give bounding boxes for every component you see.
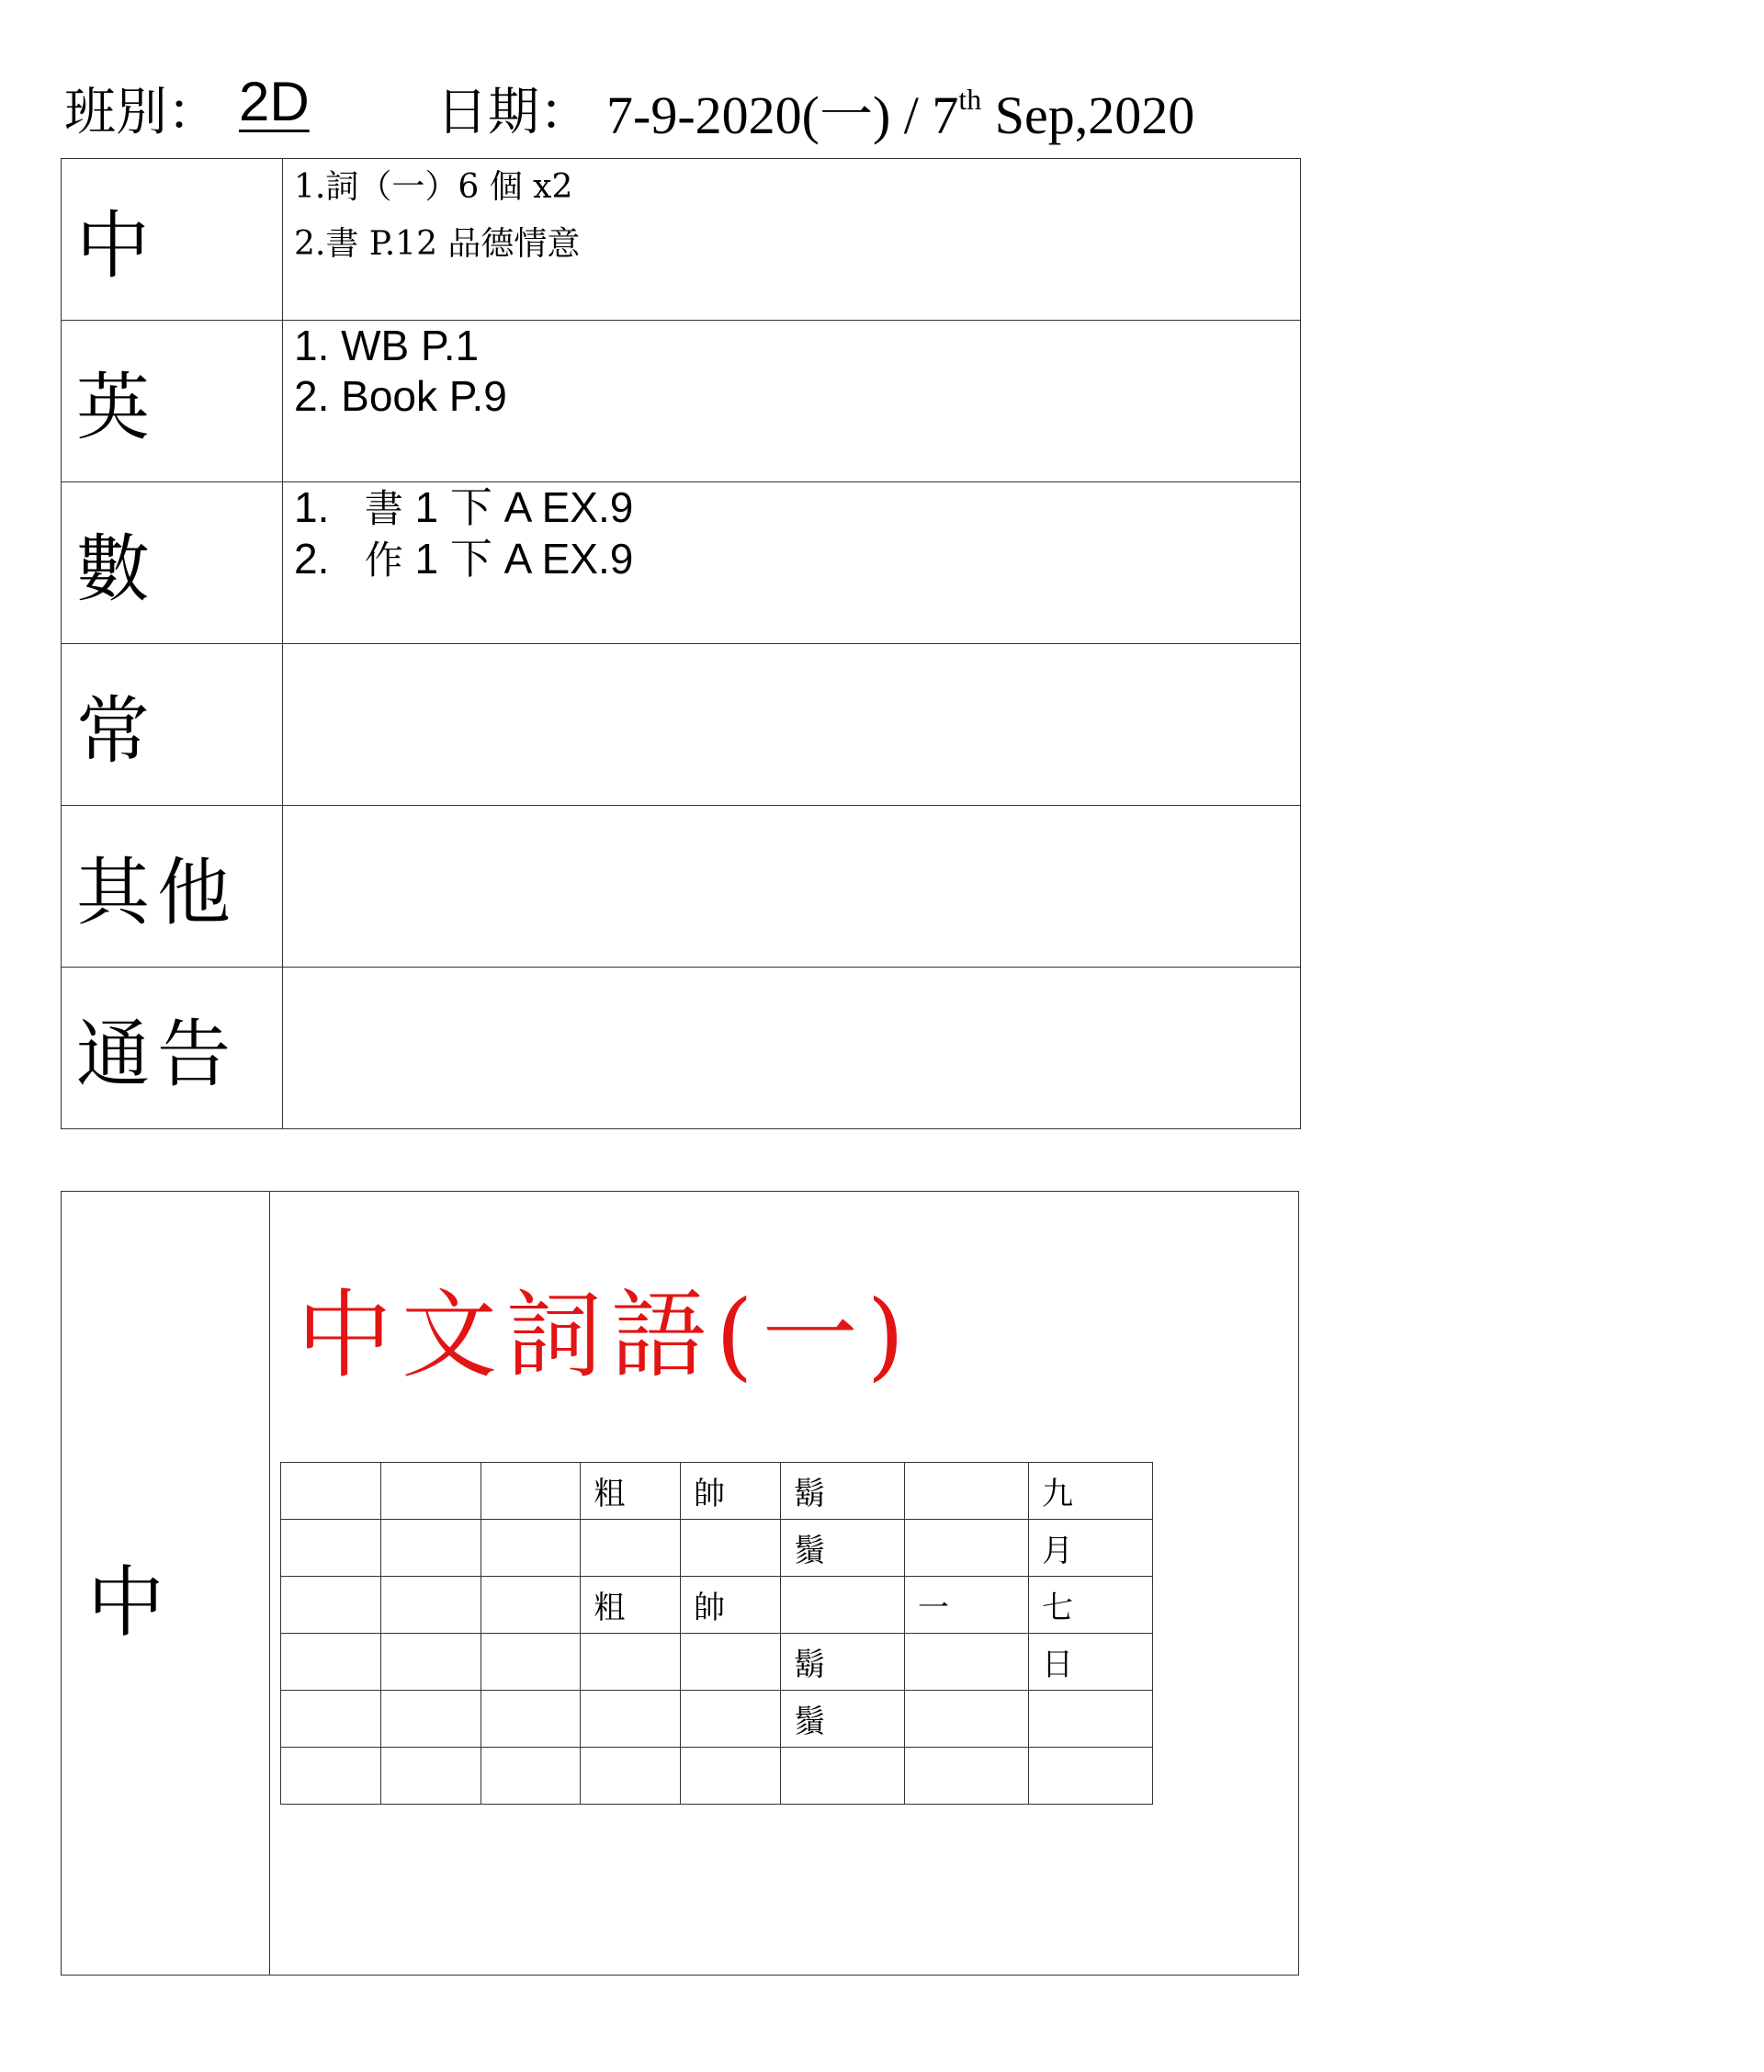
grid-cell xyxy=(380,1520,481,1577)
grid-cell xyxy=(581,1634,681,1691)
homework-row-general xyxy=(62,644,1301,806)
grid-cell xyxy=(1028,1748,1152,1805)
task-item xyxy=(283,482,1300,534)
grid-cell xyxy=(581,1520,681,1577)
grid-cell xyxy=(1028,1691,1152,1748)
date-suffix: th xyxy=(958,83,982,116)
subject-cell: 數 xyxy=(62,482,283,644)
grid-row xyxy=(281,1748,1153,1805)
grid-cell xyxy=(780,1577,904,1634)
grid-cell xyxy=(281,1634,381,1691)
task-cell xyxy=(283,159,1301,321)
grid-cell xyxy=(380,1577,481,1634)
grid-cell xyxy=(481,1577,581,1634)
grid-cell xyxy=(780,1748,904,1805)
subject-cell: 中 xyxy=(62,159,283,321)
grid-cell: 鬚 xyxy=(780,1520,904,1577)
grid-cell xyxy=(904,1748,1028,1805)
task-book: 書 xyxy=(364,486,403,531)
grid-cell xyxy=(281,1463,381,1520)
grid-cell xyxy=(681,1634,781,1691)
task-cell xyxy=(283,806,1301,968)
grid-cell xyxy=(281,1520,381,1577)
header xyxy=(64,64,1314,147)
grid-cell xyxy=(481,1520,581,1577)
grid-cell xyxy=(481,1634,581,1691)
subject-cell: 通告 xyxy=(62,968,283,1129)
grid-cell xyxy=(581,1691,681,1748)
vocab-title: 中文詞語(一) xyxy=(297,1279,914,1391)
grid-cell: 鬍 xyxy=(780,1634,904,1691)
grid-cell xyxy=(681,1748,781,1805)
subject-cell: 其他 xyxy=(62,806,283,968)
task-cell xyxy=(283,968,1301,1129)
homework-table xyxy=(61,158,1301,1129)
date-label: 日期： xyxy=(436,83,591,142)
grid-cell: 九 xyxy=(1028,1463,1152,1520)
grid-cell xyxy=(281,1577,381,1634)
grid-cell: 日 xyxy=(1028,1634,1152,1691)
subject-cell: 常 xyxy=(62,644,283,806)
date-tail: Sep,2020 xyxy=(981,85,1195,145)
grid-cell xyxy=(681,1691,781,1748)
grid-cell xyxy=(904,1463,1028,1520)
grid-cell: 鬚 xyxy=(780,1691,904,1748)
task-cell xyxy=(283,321,1301,482)
homework-row-notices xyxy=(62,968,1301,1129)
task-number: 1. xyxy=(294,483,330,531)
grid-cell xyxy=(281,1691,381,1748)
task-detail: 1 下 A EX.9 xyxy=(414,483,634,531)
task-detail: 1 下 A EX.9 xyxy=(414,535,634,583)
grid-row xyxy=(281,1577,1153,1634)
grid-cell: 七 xyxy=(1028,1577,1152,1634)
date-main: 7-9-2020(一) / 7 xyxy=(606,85,959,145)
grid-row xyxy=(281,1634,1153,1691)
class-label: 班別： xyxy=(64,83,219,142)
task-cell xyxy=(283,644,1301,806)
class-value: 2D xyxy=(239,71,310,132)
task-cell xyxy=(283,482,1301,644)
subject-cell: 英 xyxy=(62,321,283,482)
task-item: 2. Book P.9 xyxy=(294,372,507,420)
grid-cell xyxy=(581,1748,681,1805)
grid-cell xyxy=(904,1634,1028,1691)
grid-cell: 鬍 xyxy=(780,1463,904,1520)
grid-cell xyxy=(481,1691,581,1748)
grid-cell: 粗 xyxy=(581,1463,681,1520)
grid-cell xyxy=(481,1463,581,1520)
task-book: 作 xyxy=(364,538,403,583)
task-number: 2. xyxy=(294,535,330,583)
grid-cell xyxy=(481,1748,581,1805)
task-item xyxy=(283,534,1300,585)
grid-cell xyxy=(380,1634,481,1691)
grid-cell xyxy=(904,1520,1028,1577)
vocab-grid xyxy=(280,1462,1153,1805)
section-divider xyxy=(269,1192,270,1975)
task-item: 2.書 P.12 品德情意 xyxy=(294,225,581,263)
homework-row-english xyxy=(62,321,1301,482)
grid-cell xyxy=(380,1748,481,1805)
task-item: 1.詞（一）6 個 x2 xyxy=(294,168,573,206)
grid-cell: 帥 xyxy=(681,1463,781,1520)
grid-cell xyxy=(380,1691,481,1748)
grid-row xyxy=(281,1463,1153,1520)
homework-row-chinese xyxy=(62,159,1301,321)
grid-cell: 月 xyxy=(1028,1520,1152,1577)
grid-cell xyxy=(281,1748,381,1805)
homework-row-math xyxy=(62,482,1301,644)
grid-cell xyxy=(380,1463,481,1520)
vocab-section xyxy=(61,1191,1299,1976)
vocab-subject: 中 xyxy=(87,1557,165,1647)
grid-cell: 帥 xyxy=(681,1577,781,1634)
grid-cell xyxy=(681,1520,781,1577)
grid-cell xyxy=(904,1691,1028,1748)
grid-row xyxy=(281,1520,1153,1577)
homework-row-others xyxy=(62,806,1301,968)
date-value xyxy=(606,72,1194,149)
task-item: 1. WB P.1 xyxy=(294,322,480,369)
grid-row xyxy=(281,1691,1153,1748)
grid-cell: 一 xyxy=(904,1577,1028,1634)
grid-cell: 粗 xyxy=(581,1577,681,1634)
